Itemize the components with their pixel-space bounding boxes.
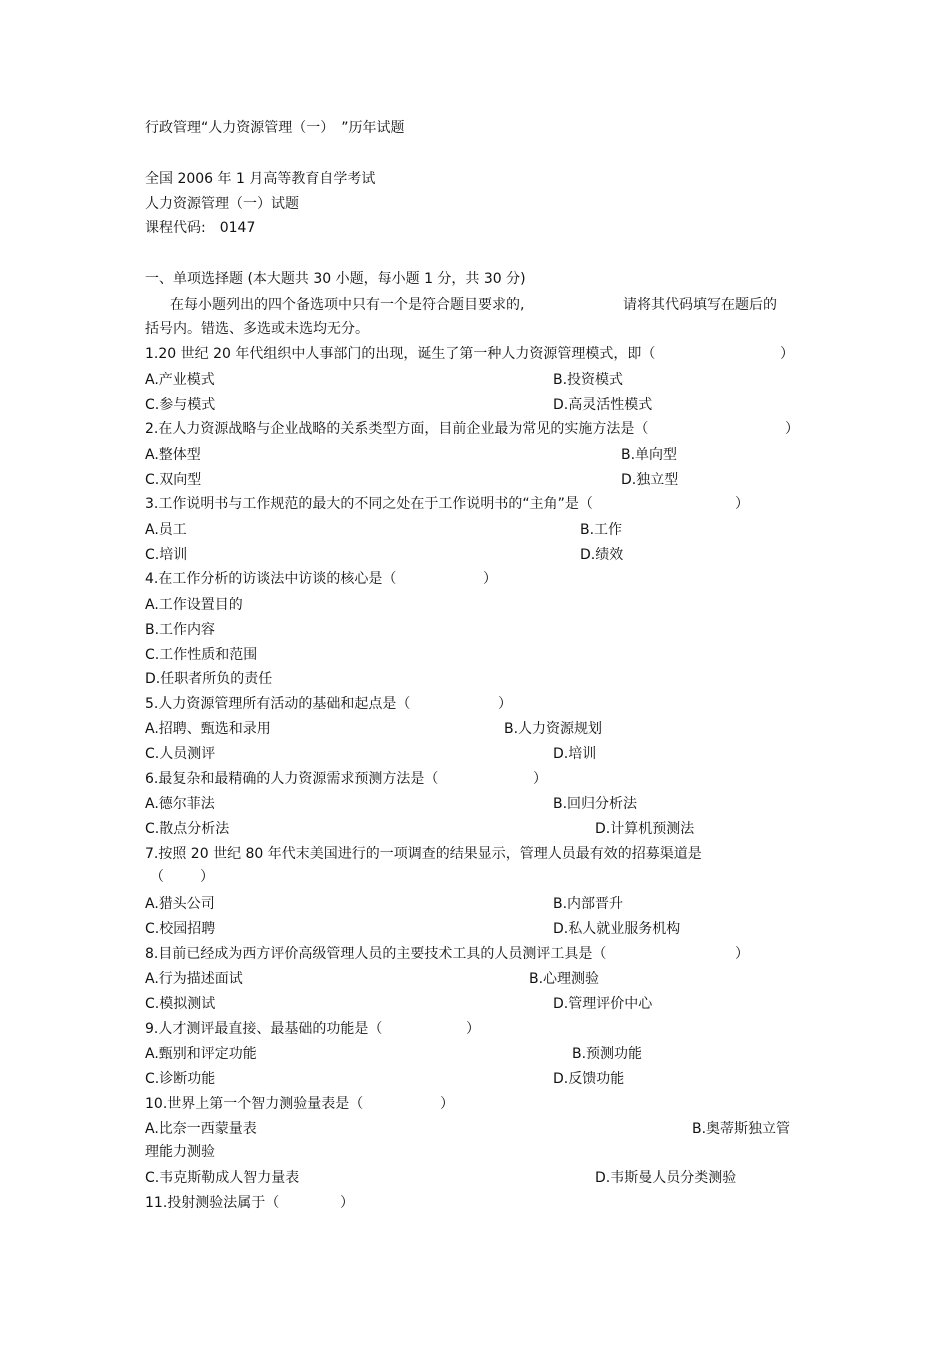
answer-bracket-close: ） — [340, 1195, 354, 1211]
question-stem: 3.工作说明书与工作规范的最大的不同之处在于工作说明书的“主角”是（ — [145, 496, 593, 512]
answer-bracket-close: ） — [780, 346, 794, 362]
question-stem: 7.按照 20 世纪 80 年代末美国进行的一项调查的结果显示，管理人员最有效的招募渠道是 — [145, 846, 702, 862]
option-a: A.员工 — [145, 522, 187, 538]
option-b: B.人力资源规划 — [504, 721, 603, 737]
option-d: D.计算机预测法 — [595, 821, 695, 837]
option-d: D.绩效 — [580, 547, 624, 563]
subject-line: 人力资源管理（一）试题 — [145, 196, 299, 212]
option-a: A.猎头公司 — [145, 896, 215, 912]
answer-bracket-close: ） — [785, 421, 799, 437]
option-b-continued: 理能力测验 — [145, 1144, 215, 1160]
option-d: D.韦斯曼人员分类测验 — [595, 1170, 737, 1186]
answer-bracket-close: ） — [498, 696, 512, 712]
option-c: C.校园招聘 — [145, 921, 216, 937]
option-a: A.工作设置目的 — [145, 597, 243, 613]
answer-bracket-close: ） — [735, 496, 749, 512]
answer-bracket-close: ） — [735, 946, 749, 962]
option-c: C.散点分析法 — [145, 821, 230, 837]
instruction-text: 括号内。错选、多选或未选均无分。 — [145, 321, 369, 337]
exam-line: 全国 2006 年 1 月高等教育自学考试 — [145, 171, 376, 187]
option-d: D.私人就业服务机构 — [553, 921, 681, 937]
option-a: A.招聘、甄选和录用 — [145, 721, 271, 737]
section-heading: 一、单项选择题 (本大题共 30 小题，每小题 1 分，共 30 分) — [145, 271, 526, 287]
question-stem: 5.人力资源管理所有活动的基础和起点是（ — [145, 696, 411, 712]
option-a: A.行为描述面试 — [145, 971, 243, 987]
question-stem: 6.最复杂和最精确的人力资源需求预测方法是（ — [145, 771, 439, 787]
question-stem: 8.目前已经成为西方评价高级管理人员的主要技术工具的人员测评工具是（ — [145, 946, 607, 962]
option-c: C.人员测评 — [145, 746, 216, 762]
option-b: B.预测功能 — [572, 1046, 643, 1062]
option-b: B.工作 — [580, 522, 623, 538]
option-c: C.参与模式 — [145, 397, 216, 413]
option-d: D.任职者所负的责任 — [145, 671, 273, 687]
option-c: C.培训 — [145, 547, 188, 563]
document-title: 行政管理“人力资源管理（一） ”历年试题 — [145, 120, 405, 136]
option-a: A.德尔菲法 — [145, 796, 215, 812]
instruction-text: 请将其代码填写在题后的 — [623, 297, 777, 313]
answer-bracket-close: ） — [200, 869, 214, 885]
option-c: C.韦克斯勒成人智力量表 — [145, 1170, 300, 1186]
answer-bracket-close: ） — [483, 571, 497, 587]
option-b: B.内部晋升 — [553, 896, 624, 912]
option-b: B.工作内容 — [145, 622, 216, 638]
question-stem: 10.世界上第一个智力测验量表是（ — [145, 1096, 364, 1112]
option-b: B.回归分析法 — [553, 796, 638, 812]
option-a: A.整体型 — [145, 447, 201, 463]
option-a: A.甄别和评定功能 — [145, 1046, 257, 1062]
option-b: B.投资模式 — [553, 372, 624, 388]
option-d: D.培训 — [553, 746, 597, 762]
option-a: A.比奈一西蒙量表 — [145, 1121, 257, 1137]
question-stem: 4.在工作分析的访谈法中访谈的核心是（ — [145, 571, 397, 587]
option-c: C.工作性质和范围 — [145, 647, 258, 663]
question-stem: 2.在人力资源战略与企业战略的关系类型方面，目前企业最为常见的实施方法是（ — [145, 421, 649, 437]
question-stem: 11.投射测验法属于（ — [145, 1195, 280, 1211]
option-b: B.心理测验 — [529, 971, 600, 987]
option-b: B.奥蒂斯独立管 — [692, 1121, 791, 1137]
answer-bracket-close: ） — [533, 771, 547, 787]
option-a: A.产业模式 — [145, 372, 215, 388]
option-c: C.双向型 — [145, 472, 202, 488]
option-c: C.模拟测试 — [145, 996, 216, 1012]
course-code: 课程代码: 0147 — [145, 220, 256, 236]
option-d: D.独立型 — [621, 472, 679, 488]
option-c: C.诊断功能 — [145, 1071, 216, 1087]
option-d: D.高灵活性模式 — [553, 397, 653, 413]
instruction-text: 在每小题列出的四个备选项中只有一个是符合题目要求的, — [170, 297, 525, 313]
answer-bracket-close: ） — [466, 1021, 480, 1037]
answer-bracket-close: ） — [440, 1096, 454, 1112]
option-b: B.单向型 — [621, 447, 678, 463]
option-d: D.反馈功能 — [553, 1071, 625, 1087]
question-stem: 9.人才测评最直接、最基础的功能是（ — [145, 1021, 383, 1037]
option-d: D.管理评价中心 — [553, 996, 653, 1012]
question-stem: 1.20 世纪 20 年代组织中人事部门的出现，诞生了第一种人力资源管理模式，即（ — [145, 346, 656, 362]
answer-bracket-open: （ — [150, 869, 164, 885]
